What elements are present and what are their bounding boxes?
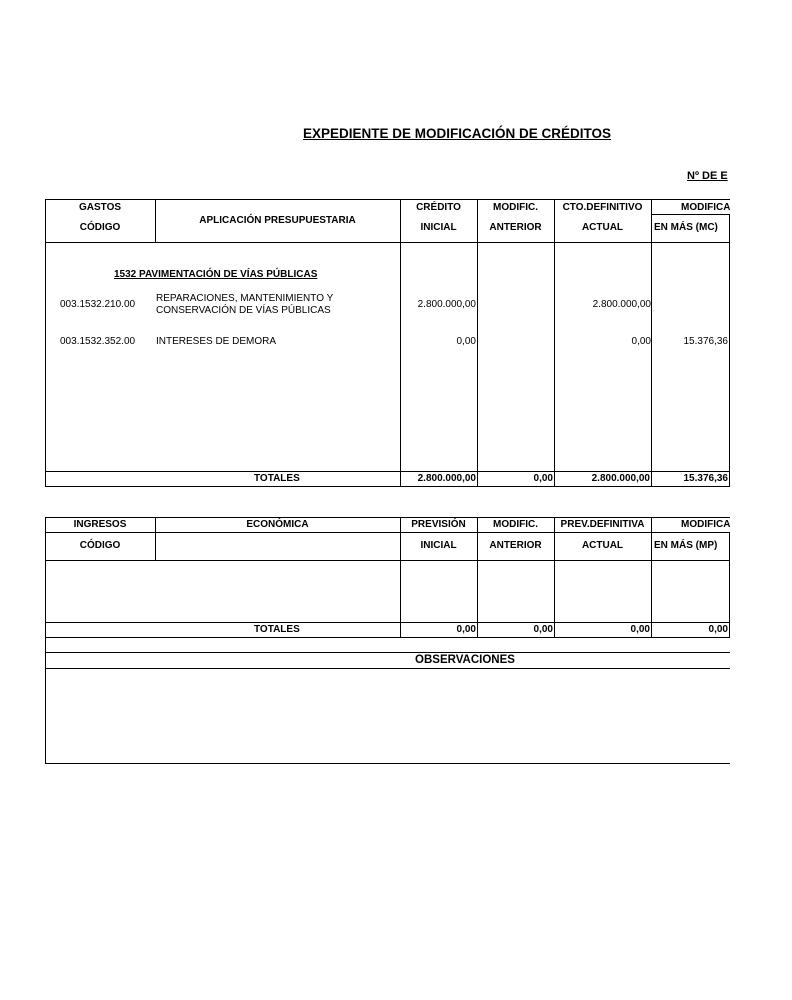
- observaciones-area: [46, 669, 730, 763]
- header-modifica: MODIFICA: [681, 202, 730, 213]
- total-en-mas: 0,00: [708, 624, 728, 635]
- total-prev-definitiva: 0,00: [630, 624, 650, 635]
- header-inicial: INICIAL: [420, 222, 457, 233]
- header-economica: ECONÓMICA: [246, 519, 309, 530]
- header-ingresos: INGRESOS: [73, 519, 127, 530]
- header-aplicacion: APLICACIÓN PRESUPUESTARIA: [199, 215, 356, 226]
- row-cto-definitivo: 2.800.000,00: [592, 299, 651, 310]
- header-anterior: ANTERIOR: [489, 222, 542, 233]
- header-credito: CRÉDITO: [416, 202, 461, 213]
- row-credito-inicial: 2.800.000,00: [417, 299, 476, 310]
- header-inicial: INICIAL: [420, 540, 457, 551]
- row-codigo: 003.1532.210.00: [60, 299, 136, 310]
- header-prevision: PREVISIÓN: [411, 519, 466, 530]
- section-title: 1532 PAVIMENTACIÓN DE VÍAS PÚBLICAS: [114, 269, 318, 280]
- header-anterior: ANTERIOR: [489, 540, 542, 551]
- header-gastos: GASTOS: [78, 202, 122, 213]
- document-title: EXPEDIENTE DE MODIFICACIÓN DE CRÉDITOS: [303, 126, 612, 141]
- header-prev-definitiva: PREV.DEFINITIVA: [560, 519, 645, 530]
- header-actual: ACTUAL: [581, 222, 624, 233]
- header-modific: MODIFIC.: [493, 519, 538, 530]
- header-modific: MODIFIC.: [493, 202, 538, 213]
- total-en-mas: 15.376,36: [683, 473, 728, 484]
- totals-label: TOTALES: [254, 473, 300, 484]
- total-modific-anterior: 0,00: [533, 624, 553, 635]
- expediente-number-label: Nº DE E: [687, 170, 728, 182]
- total-prevision-inicial: 0,00: [456, 624, 476, 635]
- header-actual: ACTUAL: [581, 540, 624, 551]
- row-codigo: 003.1532.352.00: [60, 336, 136, 347]
- row-cto-definitivo: 0,00: [631, 336, 651, 347]
- row-descripcion: INTERESES DE DEMORA: [156, 336, 277, 347]
- row-descripcion-cont: CONSERVACIÓN DE VÍAS PÚBLICAS: [156, 305, 331, 316]
- header-modifica: MODIFICA: [681, 519, 730, 530]
- total-modific-anterior: 0,00: [533, 473, 553, 484]
- header-codigo: CÓDIGO: [79, 222, 121, 233]
- header-en-mas: EN MÁS (MC): [654, 222, 718, 233]
- row-credito-inicial: 0,00: [456, 336, 476, 347]
- header-cto-definitivo: CTO.DEFINITIVO: [562, 202, 643, 213]
- row-en-mas: 15.376,36: [683, 336, 728, 347]
- header-codigo: CÓDIGO: [79, 540, 121, 551]
- header-en-mas: EN MÁS (MP): [654, 540, 718, 551]
- total-credito-inicial: 2.800.000,00: [417, 473, 476, 484]
- totals-label: TOTALES: [254, 624, 300, 635]
- observaciones-label: OBSERVACIONES: [415, 654, 515, 666]
- total-cto-definitivo: 2.800.000,00: [591, 473, 650, 484]
- row-descripcion: REPARACIONES, MANTENIMIENTO Y: [156, 293, 334, 304]
